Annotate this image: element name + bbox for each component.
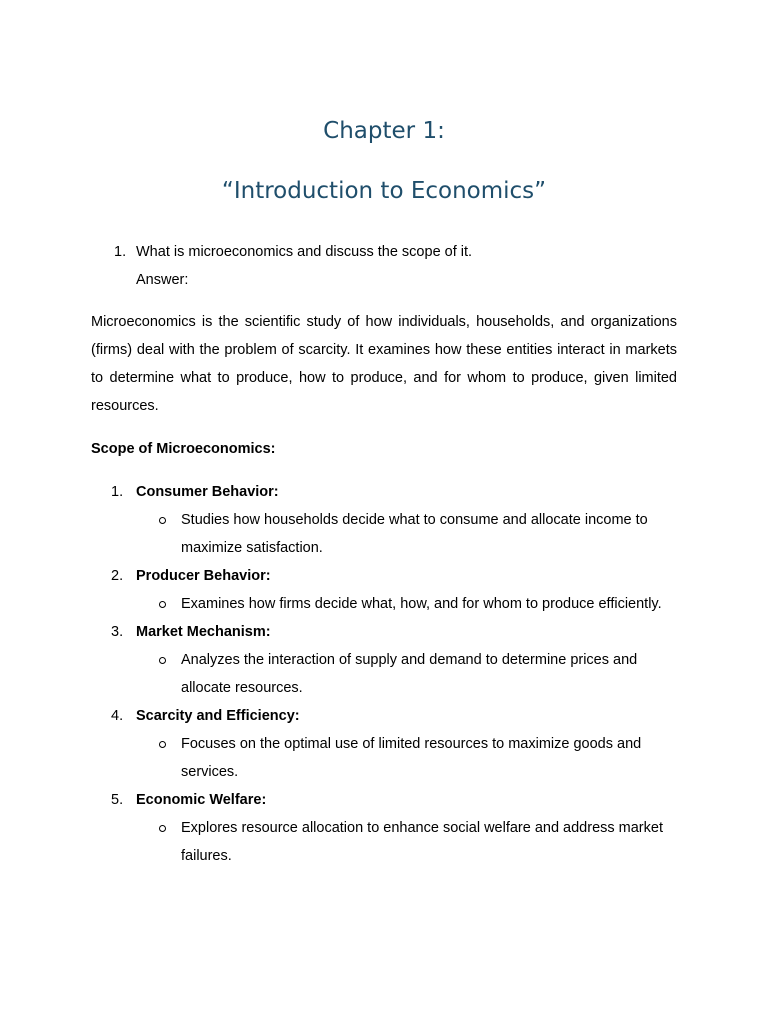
scope-item-detail-text: Studies how households decide what to consume and allocate income to maximize satisfaction. (181, 512, 648, 556)
scope-heading: Scope of Microeconomics: (91, 441, 276, 457)
scope-item (0, 618, 768, 702)
hollow-bullet-icon (159, 825, 166, 832)
scope-item-number: 4. (111, 708, 124, 724)
scope-item-title: Market Mechanism: (136, 624, 271, 640)
scope-item-title: Producer Behavior: (136, 568, 271, 584)
scope-item (0, 786, 768, 870)
scope-item-detail-text: Focuses on the optimal use of limited resources to maximize goods and services. (181, 736, 642, 780)
scope-item-title: Scarcity and Efficiency: (136, 708, 300, 724)
scope-item-title: Economic Welfare: (136, 792, 267, 808)
scope-list (0, 478, 768, 870)
hollow-bullet-icon (159, 741, 166, 748)
chapter-subtitle: “Introduction to Economics” (221, 178, 547, 204)
scope-item-detail (0, 506, 768, 562)
answer-paragraph: Microeconomics is the scientific study of how individuals, households, and organizations (firms) deal with the problem of scarcity. It examines how these entities interact in markets to determine what to produce, how to produce, and for whom to produce, given limited resources. (91, 314, 677, 414)
answer-label: Answer: (136, 272, 189, 288)
hollow-bullet-icon (159, 657, 166, 664)
scope-item-detail-text: Examines how firms decide what, how, and for whom to produce efficiently. (181, 596, 662, 612)
scope-item-detail-text: Analyzes the interaction of supply and demand to determine prices and allocate resources. (181, 652, 638, 696)
hollow-bullet-icon (159, 601, 166, 608)
question-text: What is microeconomics and discuss the scope of it. (136, 244, 473, 260)
hollow-bullet-icon (159, 517, 166, 524)
scope-item-number: 5. (111, 792, 124, 808)
chapter-title: Chapter 1: (323, 118, 445, 144)
scope-item (0, 478, 768, 562)
scope-item-title: Consumer Behavior: (136, 484, 279, 500)
scope-item-detail (0, 814, 768, 870)
scope-item-detail (0, 646, 768, 702)
scope-item-number: 3. (111, 624, 124, 640)
scope-item (0, 562, 768, 618)
scope-item-detail-text: Explores resource allocation to enhance social welfare and address market failures. (181, 820, 663, 864)
scope-item (0, 702, 768, 786)
scope-item-detail (0, 730, 768, 786)
scope-item-number: 1. (111, 484, 124, 500)
scope-item-detail (0, 590, 768, 618)
question-number: 1. (114, 244, 127, 260)
scope-item-number: 2. (111, 568, 124, 584)
